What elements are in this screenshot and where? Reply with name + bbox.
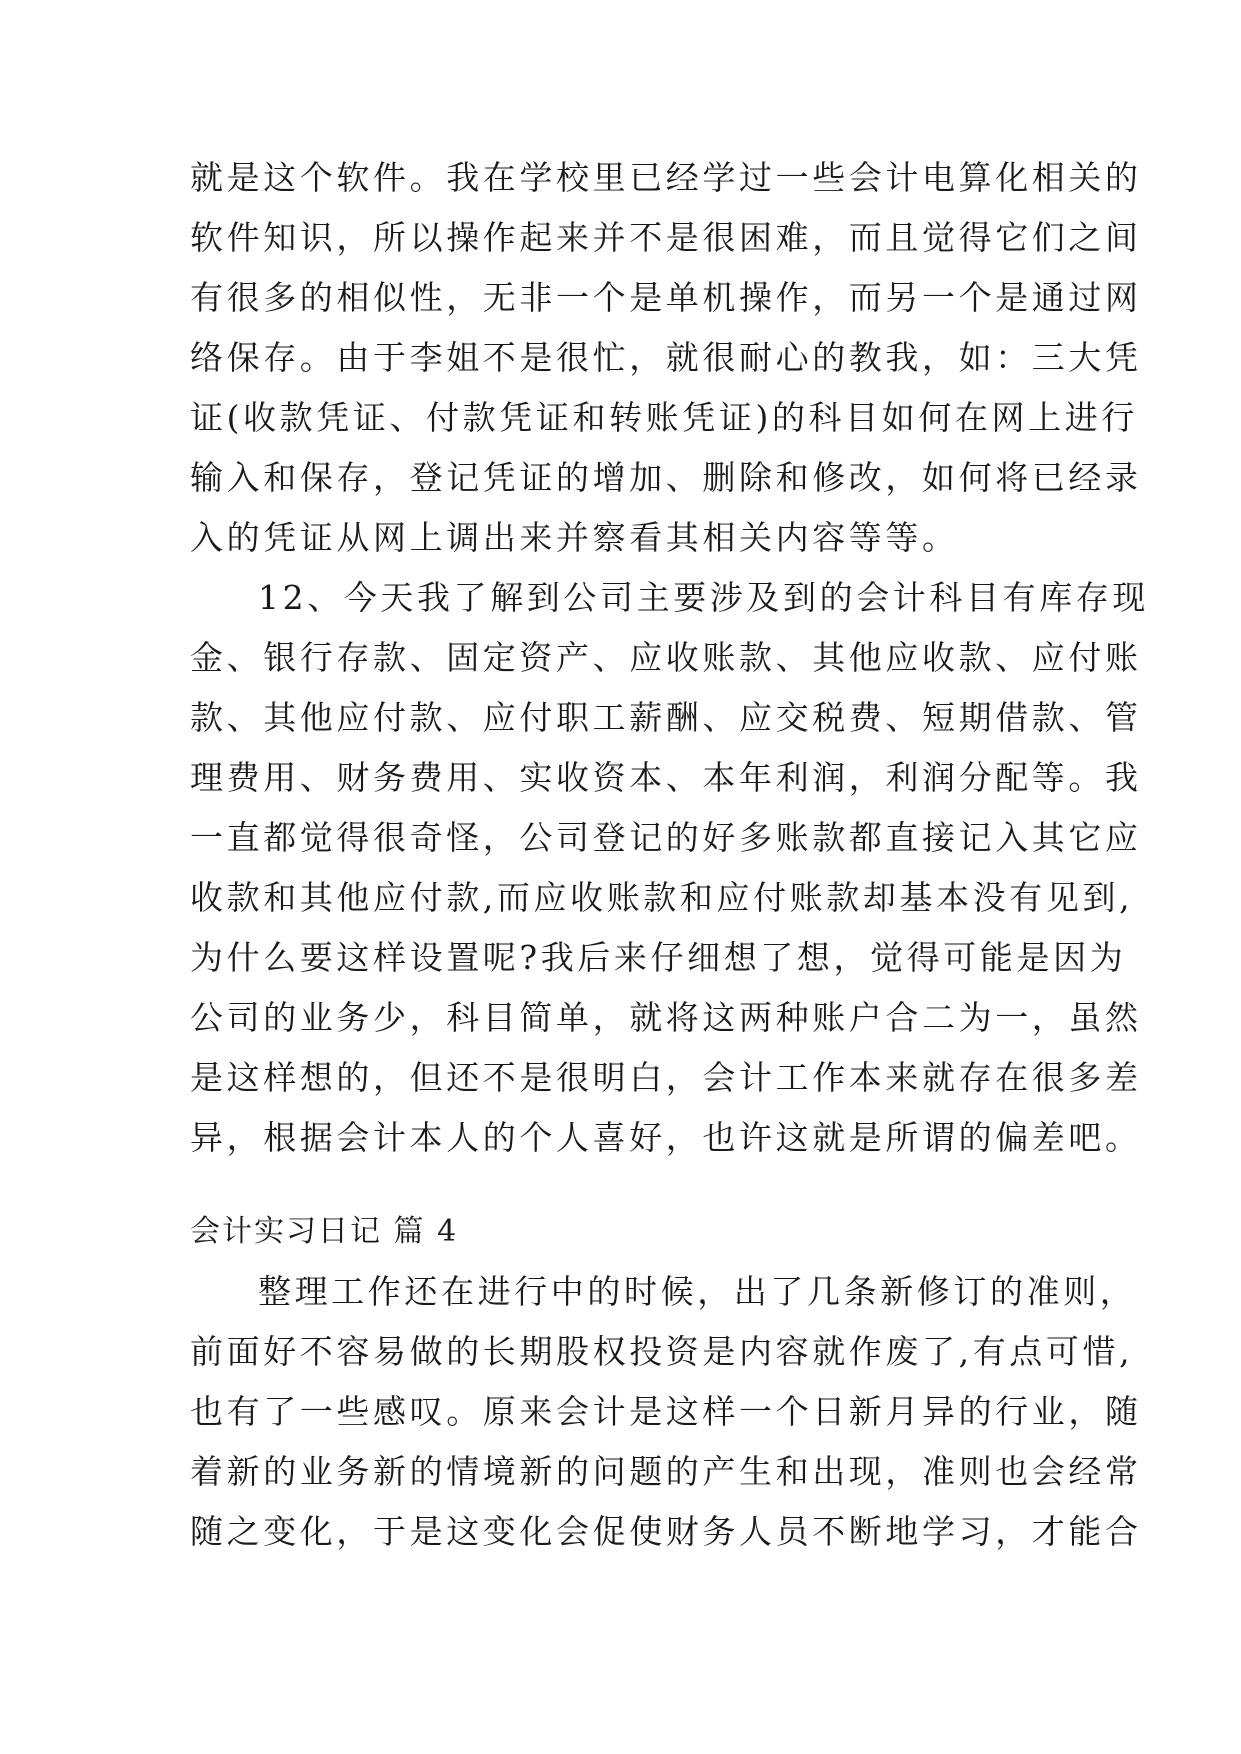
paragraph-3-line-2: 前面好不容易做的长期股权投资是内容就作废了,有点可惜,: [190, 1332, 1134, 1371]
paragraph-3-line-5: 随之变化，于是这变化会促使财务人员不断地学习，才能合: [190, 1512, 1142, 1551]
paragraph-2-line-10: 异，根据会计本人的个人喜好，也许这就是所谓的偏差吧。: [190, 1118, 1142, 1157]
paragraph-1-line-2: 软件知识，所以操作起来并不是很困难，而且觉得它们之间: [190, 218, 1142, 257]
paragraph-1-line-3: 有很多的相似性，无非一个是单机操作，而另一个是通过网: [190, 278, 1142, 317]
paragraph-1-line-1: 就是这个软件。我在学校里已经学过一些会计电算化相关的: [190, 158, 1142, 197]
paragraph-2-line-8: 公司的业务少，科目简单，就将这两种账户合二为一，虽然: [190, 998, 1142, 1037]
paragraph-1-line-4: 络保存。由于李姐不是很忙，就很耐心的教我，如：三大凭: [190, 338, 1142, 377]
paragraph-2-line-6: 收款和其他应付款,而应收账款和应付账款却基本没有见到,: [190, 878, 1134, 917]
paragraph-2-line-3: 款、其他应付款、应付职工薪酬、应交税费、短期借款、管: [190, 698, 1142, 737]
section-heading: 会计实习日记 篇 4: [190, 1214, 459, 1249]
paragraph-2-line-5: 一直都觉得很奇怪，公司登记的好多账款都直接记入其它应: [190, 818, 1142, 857]
paragraph-2-line-4: 理费用、财务费用、实收资本、本年利润，利润分配等。我: [190, 758, 1142, 797]
paragraph-1-line-7: 入的凭证从网上调出来并察看其相关内容等等。: [190, 518, 959, 557]
paragraph-2-line-9: 是这样想的，但还不是很明白，会计工作本来就存在很多差: [190, 1058, 1142, 1097]
paragraph-1-line-6: 输入和保存，登记凭证的增加、删除和修改，如何将已经录: [190, 458, 1142, 497]
paragraph-1-line-5: 证(收款凭证、付款凭证和转账凭证)的科目如何在网上进行: [190, 398, 1138, 437]
paragraph-3-line-1: 整理工作还在进行中的时候，出了几条新修订的准则，: [258, 1272, 1137, 1311]
paragraph-3-line-4: 着新的业务新的情境新的问题的产生和出现，准则也会经常: [190, 1452, 1142, 1491]
paragraph-2-line-2: 金、银行存款、固定资产、应收账款、其他应收款、应付账: [190, 638, 1142, 677]
paragraph-2-line-1: 12、今天我了解到公司主要涉及到的会计科目有库存现: [258, 578, 1149, 617]
paragraph-2-line-7: 为什么要这样设置呢?我后来仔细想了想，觉得可能是因为: [190, 938, 1127, 977]
paragraph-3-line-3: 也有了一些感叹。原来会计是这样一个日新月异的行业，随: [190, 1392, 1142, 1431]
